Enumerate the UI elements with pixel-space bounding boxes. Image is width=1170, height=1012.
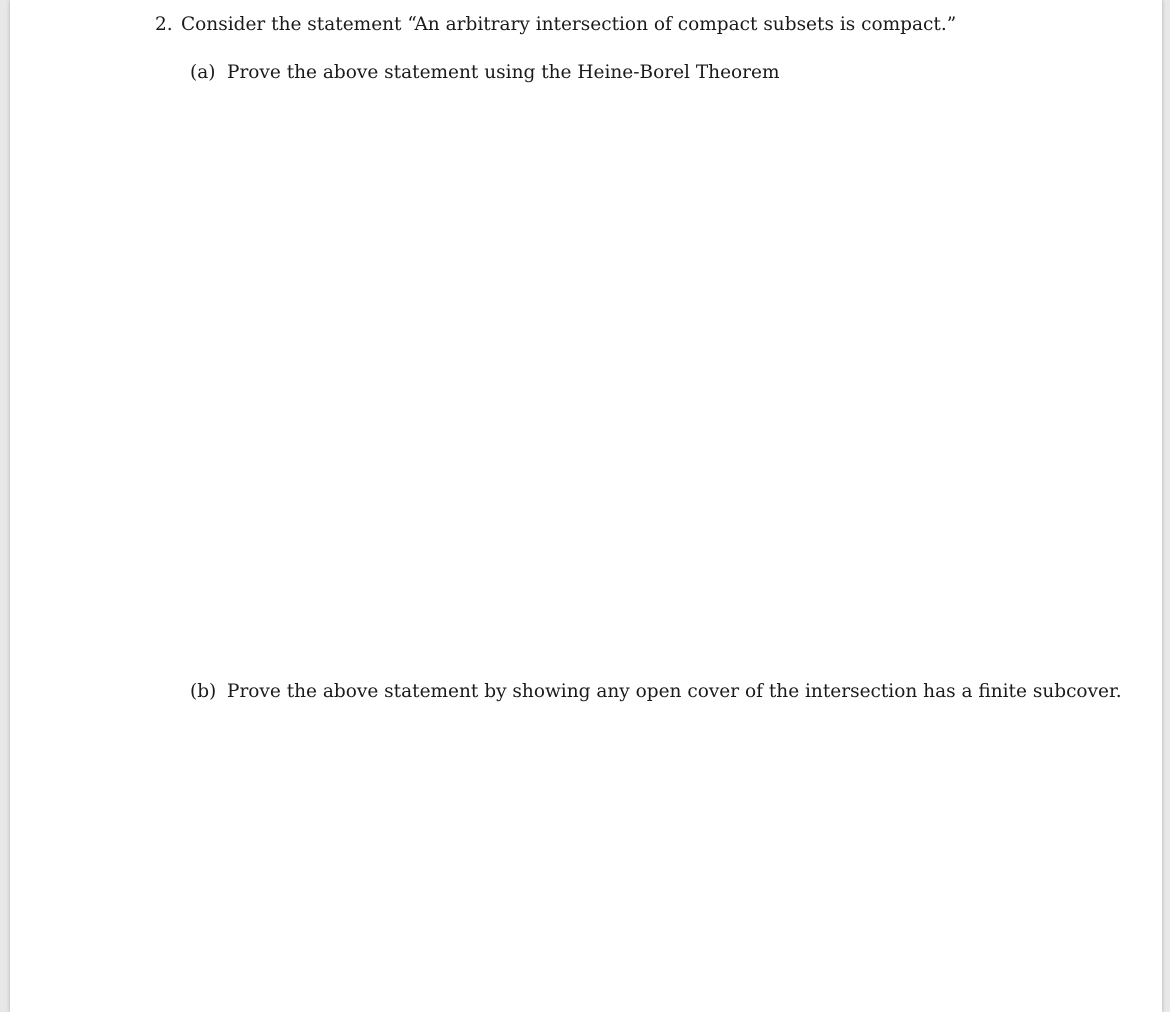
document-page	[10, 0, 1162, 1012]
question-number: 2.	[155, 14, 173, 35]
part-a-label: (a)	[190, 62, 216, 83]
part-b-label: (b)	[190, 681, 217, 702]
question-statement: Consider the statement “An arbitrary intersection of compact subsets is compact.”	[181, 14, 957, 35]
part-b-answer-space	[227, 720, 1107, 1000]
part-a-answer-space	[227, 100, 1107, 660]
part-a-text: Prove the above statement using the Heine-Borel Theorem	[227, 62, 780, 83]
part-b-text: Prove the above statement by showing any open cover of the intersection has a finite subcover.	[227, 681, 1122, 702]
